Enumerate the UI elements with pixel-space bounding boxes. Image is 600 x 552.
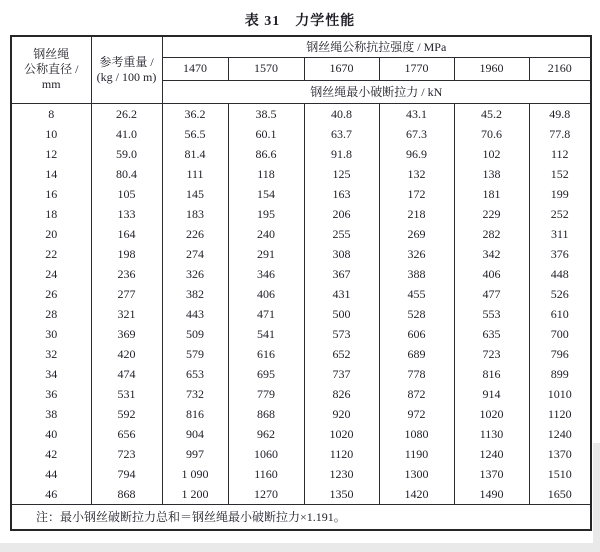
diameter-cell: 34: [11, 364, 91, 384]
breaking-force-cell: 152: [529, 164, 591, 184]
breaking-force-cell: 471: [228, 304, 304, 324]
breaking-force-cell: 826: [304, 384, 379, 404]
breaking-force-cell: 206: [304, 204, 379, 224]
breaking-force-cell: 778: [379, 364, 454, 384]
breaking-force-cell: 1 200: [162, 484, 228, 505]
breaking-force-cell: 616: [228, 344, 304, 364]
breaking-force-cell: 77.8: [529, 124, 591, 144]
table-row: [11, 103, 591, 124]
weight-cell: 868: [91, 484, 162, 505]
breaking-force-cell: 367: [304, 264, 379, 284]
breaking-force-cell: 240: [228, 224, 304, 244]
weight-cell: 236: [91, 264, 162, 284]
diameter-cell: 40: [11, 424, 91, 444]
weight-cell: 794: [91, 464, 162, 484]
note-row: [11, 504, 591, 530]
table-row: [11, 124, 591, 144]
breaking-force-cell: 183: [162, 204, 228, 224]
table-row: [11, 284, 591, 304]
diameter-cell: 10: [11, 124, 91, 144]
diameter-cell: 12: [11, 144, 91, 164]
breaking-force-cell: 154: [228, 184, 304, 204]
force-span-header: 钢丝绳最小破断拉力 / kN: [162, 80, 591, 103]
page-edge-shadow-right: [593, 443, 600, 543]
breaking-force-cell: 1080: [379, 424, 454, 444]
breaking-force-cell: 1370: [529, 444, 591, 464]
mechanical-properties-table: [10, 35, 592, 531]
breaking-force-cell: 579: [162, 344, 228, 364]
weight-cell: 41.0: [91, 124, 162, 144]
breaking-force-cell: 132: [379, 164, 454, 184]
breaking-force-cell: 388: [379, 264, 454, 284]
weight-cell: 105: [91, 184, 162, 204]
breaking-force-cell: 737: [304, 364, 379, 384]
breaking-force-cell: 553: [454, 304, 529, 324]
table-row: [11, 324, 591, 344]
table-row: [11, 464, 591, 484]
weight-cell: 592: [91, 404, 162, 424]
weight-header-line2: (kg / 100 m): [96, 69, 157, 84]
breaking-force-cell: 255: [304, 224, 379, 244]
breaking-force-cell: 779: [228, 384, 304, 404]
breaking-force-cell: 252: [529, 204, 591, 224]
breaking-force-cell: 67.3: [379, 124, 454, 144]
diameter-cell: 36: [11, 384, 91, 404]
breaking-force-cell: 326: [162, 264, 228, 284]
strength-span-header: 钢丝绳公称抗拉强度 / MPa: [162, 36, 591, 57]
breaking-force-cell: 868: [228, 404, 304, 424]
diameter-cell: 28: [11, 304, 91, 324]
diameter-cell: 14: [11, 164, 91, 184]
breaking-force-cell: 91.8: [304, 144, 379, 164]
breaking-force-cell: 291: [228, 244, 304, 264]
breaking-force-cell: 1230: [304, 464, 379, 484]
diameter-header-line2: 公称直径 /: [24, 62, 79, 77]
breaking-force-cell: 635: [454, 324, 529, 344]
breaking-force-cell: 610: [529, 304, 591, 324]
breaking-force-cell: 45.2: [454, 103, 529, 124]
table-row: [11, 184, 591, 204]
breaking-force-cell: 1020: [454, 404, 529, 424]
breaking-force-cell: 1190: [379, 444, 454, 464]
table-row: [11, 204, 591, 224]
breaking-force-cell: 86.6: [228, 144, 304, 164]
grade-header-1670: 1670: [304, 57, 379, 80]
breaking-force-cell: 138: [454, 164, 529, 184]
breaking-force-cell: 125: [304, 164, 379, 184]
weight-cell: 277: [91, 284, 162, 304]
breaking-force-cell: 689: [379, 344, 454, 364]
breaking-force-cell: 1010: [529, 384, 591, 404]
grade-header-1470: 1470: [162, 57, 228, 80]
weight-cell: 369: [91, 324, 162, 344]
breaking-force-cell: 1350: [304, 484, 379, 505]
diameter-cell: 20: [11, 224, 91, 244]
diameter-cell: 44: [11, 464, 91, 484]
breaking-force-cell: 920: [304, 404, 379, 424]
weight-cell: 723: [91, 444, 162, 464]
table-row: [11, 264, 591, 284]
breaking-force-cell: 1510: [529, 464, 591, 484]
breaking-force-cell: 342: [454, 244, 529, 264]
diameter-cell: 46: [11, 484, 91, 505]
breaking-force-cell: 229: [454, 204, 529, 224]
breaking-force-cell: 60.1: [228, 124, 304, 144]
diameter-cell: 38: [11, 404, 91, 424]
breaking-force-cell: 96.9: [379, 144, 454, 164]
table-row: [11, 144, 591, 164]
table-body: [11, 103, 591, 504]
breaking-force-cell: 1120: [304, 444, 379, 464]
breaking-force-cell: 311: [529, 224, 591, 244]
weight-cell: 133: [91, 204, 162, 224]
grade-header-1770: 1770: [379, 57, 454, 80]
diameter-cell: 26: [11, 284, 91, 304]
weight-cell: 531: [91, 384, 162, 404]
breaking-force-cell: 997: [162, 444, 228, 464]
diameter-cell: 16: [11, 184, 91, 204]
breaking-force-cell: 431: [304, 284, 379, 304]
breaking-force-cell: 1160: [228, 464, 304, 484]
page-edge-shadow-bottom: [0, 543, 600, 552]
table-row: [11, 304, 591, 324]
breaking-force-cell: 308: [304, 244, 379, 264]
weight-cell: 656: [91, 424, 162, 444]
diameter-cell: 8: [11, 103, 91, 124]
breaking-force-cell: 816: [162, 404, 228, 424]
breaking-force-cell: 500: [304, 304, 379, 324]
breaking-force-cell: 118: [228, 164, 304, 184]
table-row: [11, 444, 591, 464]
table-row: [11, 244, 591, 264]
breaking-force-cell: 40.8: [304, 103, 379, 124]
breaking-force-cell: 652: [304, 344, 379, 364]
breaking-force-cell: 38.5: [228, 103, 304, 124]
breaking-force-cell: 904: [162, 424, 228, 444]
breaking-force-cell: 700: [529, 324, 591, 344]
header-row-strength: [11, 36, 591, 57]
weight-cell: 198: [91, 244, 162, 264]
weight-cell: 474: [91, 364, 162, 384]
breaking-force-cell: 326: [379, 244, 454, 264]
breaking-force-cell: 172: [379, 184, 454, 204]
breaking-force-cell: 962: [228, 424, 304, 444]
breaking-force-cell: 528: [379, 304, 454, 324]
weight-cell: 59.0: [91, 144, 162, 164]
table-container: [10, 35, 590, 531]
breaking-force-cell: 1370: [454, 464, 529, 484]
breaking-force-cell: 282: [454, 224, 529, 244]
breaking-force-cell: 1490: [454, 484, 529, 505]
breaking-force-cell: 695: [228, 364, 304, 384]
breaking-force-cell: 81.4: [162, 144, 228, 164]
breaking-force-cell: 195: [228, 204, 304, 224]
breaking-force-cell: 443: [162, 304, 228, 324]
breaking-force-cell: 70.6: [454, 124, 529, 144]
grade-header-2160: 2160: [529, 57, 591, 80]
breaking-force-cell: 477: [454, 284, 529, 304]
table-row: [11, 364, 591, 384]
breaking-force-cell: 1130: [454, 424, 529, 444]
breaking-force-cell: 112: [529, 144, 591, 164]
breaking-force-cell: 796: [529, 344, 591, 364]
table-row: [11, 164, 591, 184]
breaking-force-cell: 218: [379, 204, 454, 224]
diameter-column-header: [11, 36, 91, 103]
breaking-force-cell: 63.7: [304, 124, 379, 144]
breaking-force-cell: 1120: [529, 404, 591, 424]
grade-header-1960: 1960: [454, 57, 529, 80]
breaking-force-cell: 455: [379, 284, 454, 304]
breaking-force-cell: 1270: [228, 484, 304, 505]
breaking-force-cell: 872: [379, 384, 454, 404]
breaking-force-cell: 448: [529, 264, 591, 284]
breaking-force-cell: 1240: [529, 424, 591, 444]
table-row: [11, 484, 591, 505]
weight-header-line1: 参考重量 /: [99, 54, 154, 69]
breaking-force-cell: 914: [454, 384, 529, 404]
breaking-force-cell: 573: [304, 324, 379, 344]
breaking-force-cell: 972: [379, 404, 454, 424]
breaking-force-cell: 376: [529, 244, 591, 264]
breaking-force-cell: 606: [379, 324, 454, 344]
diameter-header-line3: mm: [41, 77, 61, 92]
breaking-force-cell: 181: [454, 184, 529, 204]
breaking-force-cell: 226: [162, 224, 228, 244]
breaking-force-cell: 541: [228, 324, 304, 344]
breaking-force-cell: 36.2: [162, 103, 228, 124]
table-row: [11, 384, 591, 404]
breaking-force-cell: 1060: [228, 444, 304, 464]
grade-header-1570: 1570: [228, 57, 304, 80]
diameter-cell: 42: [11, 444, 91, 464]
weight-cell: 80.4: [91, 164, 162, 184]
weight-cell: 420: [91, 344, 162, 364]
breaking-force-cell: 406: [454, 264, 529, 284]
breaking-force-cell: 1020: [304, 424, 379, 444]
breaking-force-cell: 1650: [529, 484, 591, 505]
breaking-force-cell: 509: [162, 324, 228, 344]
breaking-force-cell: 49.8: [529, 103, 591, 124]
table-note: 注：最小钢丝破断拉力总和＝钢丝绳最小破断拉力×1.191。: [11, 504, 591, 530]
table-row: [11, 404, 591, 424]
weight-cell: 164: [91, 224, 162, 244]
weight-cell: 321: [91, 304, 162, 324]
diameter-cell: 30: [11, 324, 91, 344]
breaking-force-cell: 406: [228, 284, 304, 304]
breaking-force-cell: 816: [454, 364, 529, 384]
breaking-force-cell: 732: [162, 384, 228, 404]
breaking-force-cell: 899: [529, 364, 591, 384]
breaking-force-cell: 1240: [454, 444, 529, 464]
breaking-force-cell: 1300: [379, 464, 454, 484]
breaking-force-cell: 56.5: [162, 124, 228, 144]
table-row: [11, 424, 591, 444]
breaking-force-cell: 111: [162, 164, 228, 184]
breaking-force-cell: 526: [529, 284, 591, 304]
breaking-force-cell: 1 090: [162, 464, 228, 484]
breaking-force-cell: 102: [454, 144, 529, 164]
breaking-force-cell: 382: [162, 284, 228, 304]
diameter-cell: 24: [11, 264, 91, 284]
breaking-force-cell: 145: [162, 184, 228, 204]
breaking-force-cell: 274: [162, 244, 228, 264]
diameter-cell: 32: [11, 344, 91, 364]
table-title: 表 31 力学性能: [244, 14, 356, 29]
breaking-force-cell: 199: [529, 184, 591, 204]
diameter-header-line1: 钢丝绳: [33, 47, 70, 62]
table-row: [11, 224, 591, 244]
weight-column-header: [91, 36, 162, 103]
breaking-force-cell: 163: [304, 184, 379, 204]
breaking-force-cell: 346: [228, 264, 304, 284]
breaking-force-cell: 43.1: [379, 103, 454, 124]
breaking-force-cell: 723: [454, 344, 529, 364]
breaking-force-cell: 1420: [379, 484, 454, 505]
table-row: [11, 344, 591, 364]
diameter-cell: 22: [11, 244, 91, 264]
diameter-cell: 18: [11, 204, 91, 224]
breaking-force-cell: 653: [162, 364, 228, 384]
weight-cell: 26.2: [91, 103, 162, 124]
breaking-force-cell: 269: [379, 224, 454, 244]
